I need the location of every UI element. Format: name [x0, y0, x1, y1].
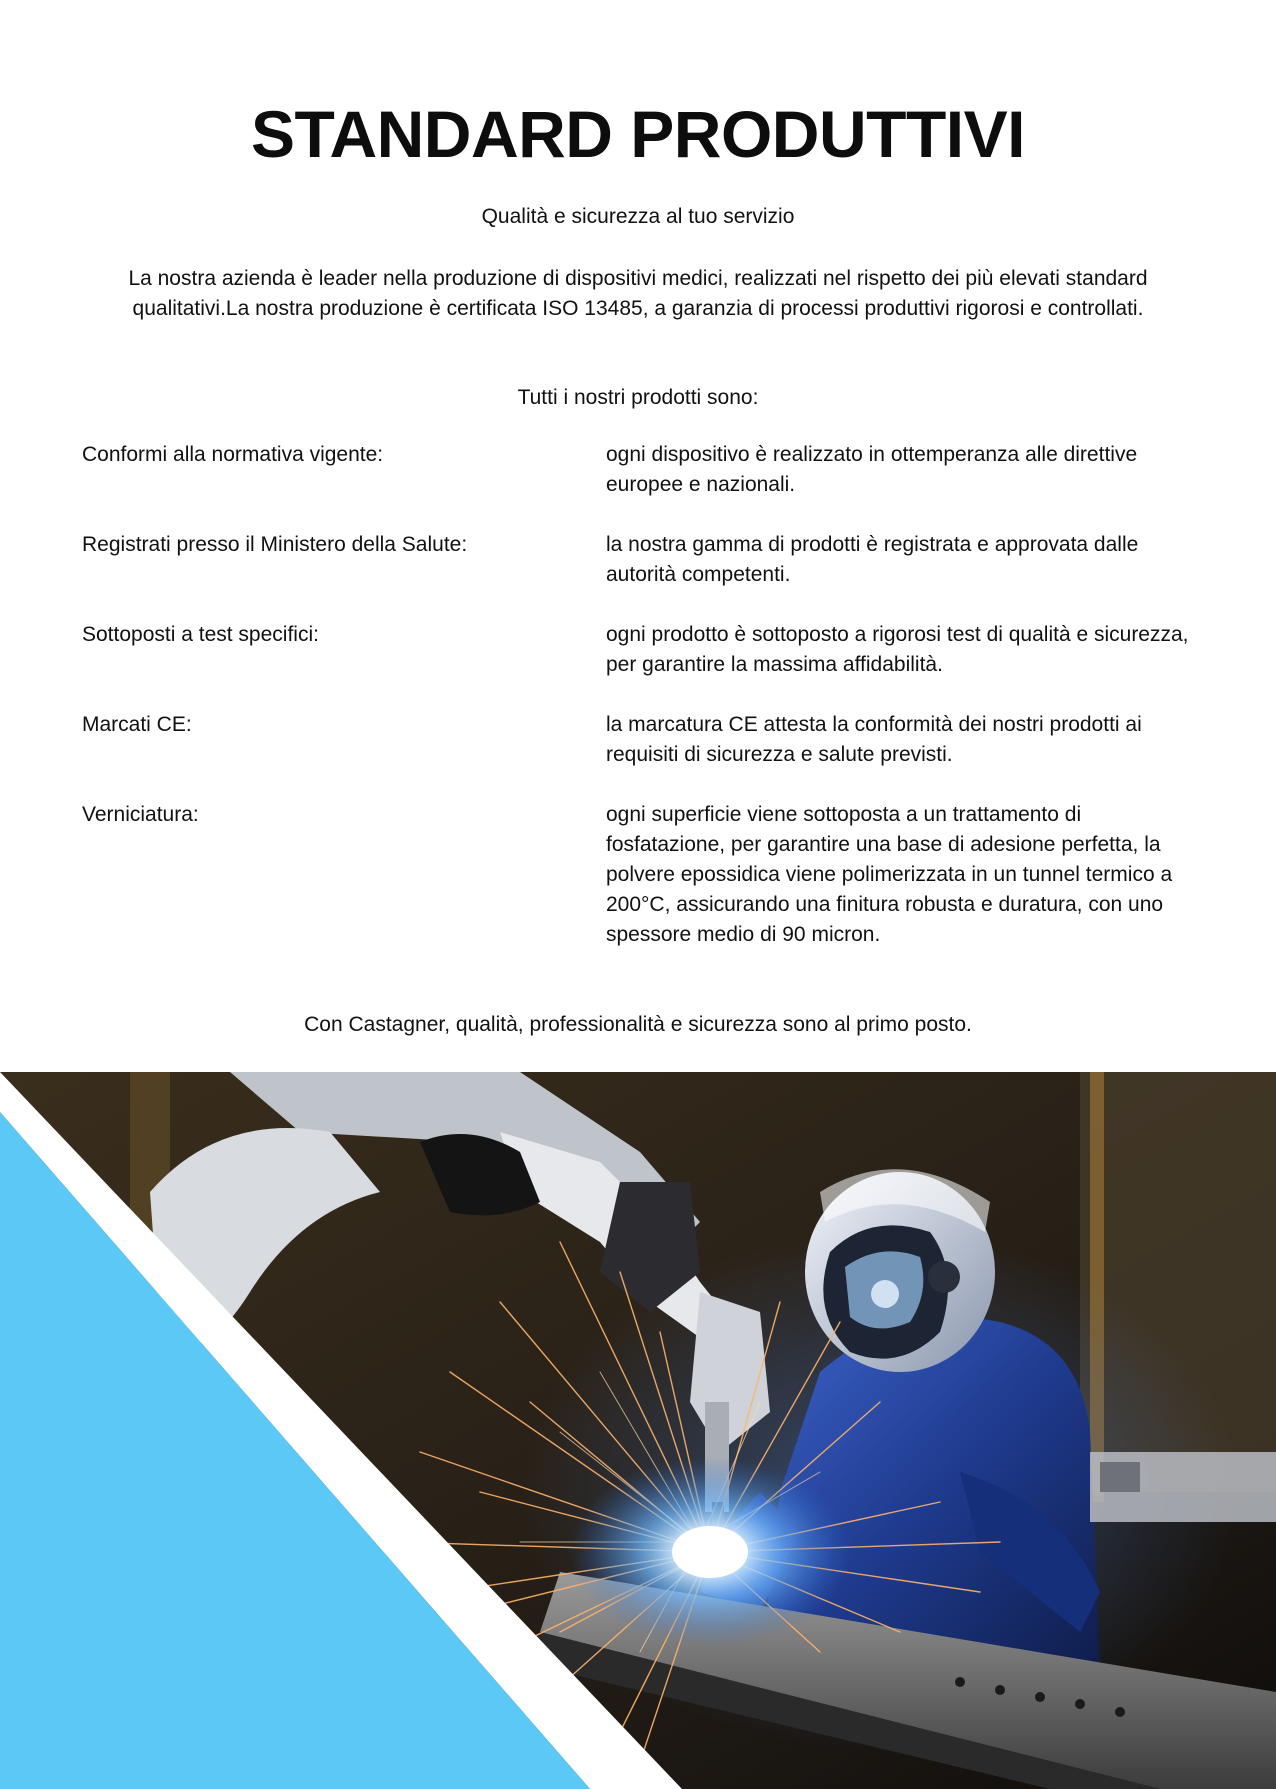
standard-description: ogni superficie viene sottoposta a un trattamento di fosfatazione, per garantire una base di adesione perfetta, la polvere epossidica viene polimerizzata in un tunnel termico a 200°C, assicurando una finitura robusta e duratura, con uno spessore medio di 90 micron. [606, 803, 1173, 946]
list-intro: Tutti i nostri prodotti sono: [517, 386, 759, 409]
intro-paragraph: La nostra azienda è leader nella produzione di dispositivi medici, realizzati nel rispetto dei più elevati standard qualitativi.La nostra produzione è certificata ISO 13485, a garanzia di processi produttivi rigorosi e controllati. [128, 267, 1148, 320]
standard-description: ogni prodotto è sottoposto a rigorosi test di qualità e sicurezza, per garantire la massima affidabilità. [606, 623, 1189, 676]
closing-statement: Con Castagner, qualità, professionalità e sicurezza sono al primo posto. [304, 1013, 972, 1036]
welding-photo [0, 1072, 1276, 1789]
standard-description: la nostra gamma di prodotti è registrata e approvata dalle autorità competenti. [606, 533, 1139, 586]
page-subtitle: Qualità e sicurezza al tuo servizio [481, 205, 795, 228]
standard-label: Sottoposti a test specifici: [82, 623, 319, 646]
standard-label: Marcati CE: [82, 713, 192, 736]
page-title: STANDARD PRODUTTIVI [251, 97, 1025, 171]
standard-description: ogni dispositivo è realizzato in ottemperanza alle direttive europee e nazionali. [606, 443, 1138, 496]
standard-label: Conformi alla normativa vigente: [82, 443, 384, 466]
standard-label: Registrati presso il Ministero della Salute: [82, 533, 468, 556]
standard-label: Verniciatura: [82, 803, 199, 826]
standard-description: la marcatura CE attesta la conformità dei nostri prodotti ai requisiti di sicurezza e salute previsti. [606, 713, 1142, 766]
